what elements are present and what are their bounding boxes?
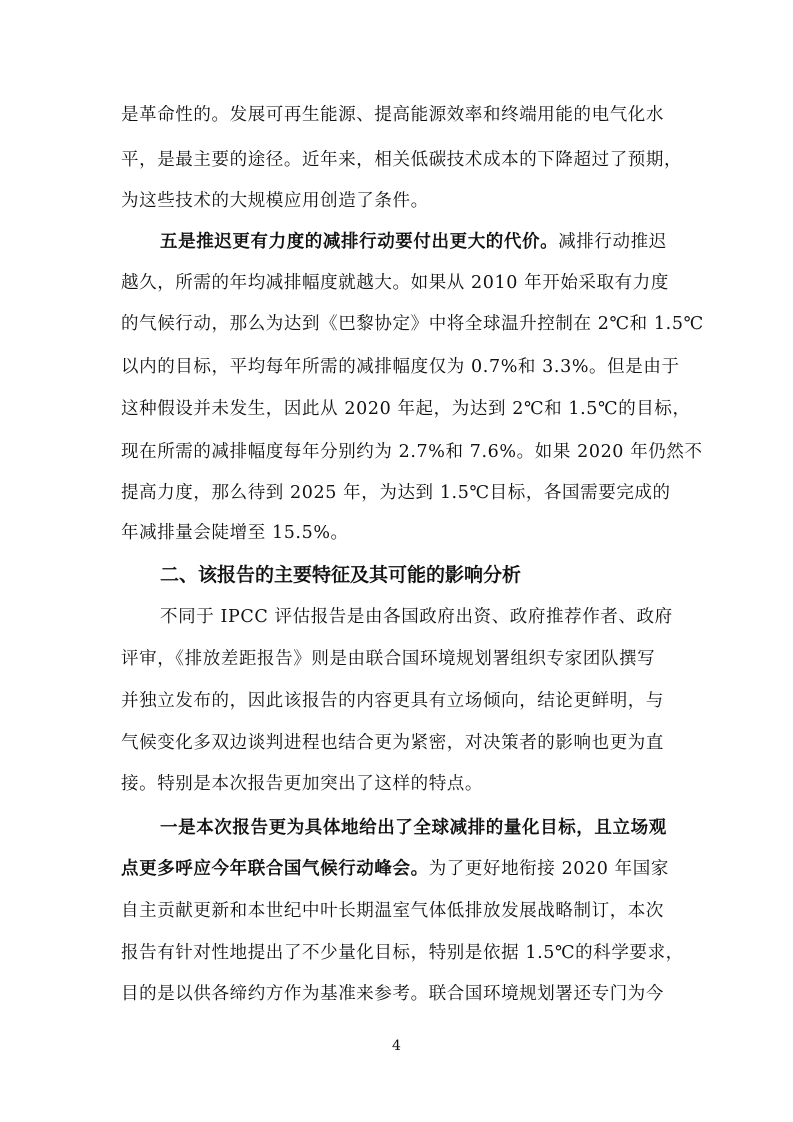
paragraph-line: 接。特别是本次报告更加突出了这样的特点。 [121,774,483,794]
section-heading: 二、该报告的主要特征及其可能的影响分析 [160,564,522,586]
paragraph-line: 现在所需的减排幅度每年分别约为 2.7%和 7.6%。如果 2020 年仍然不 [121,442,703,462]
bold-lead-text: 五是推迟更有力度的减排行动要付出更大的代价。 [160,232,559,252]
paragraph-line: 年减排量会陡增至 15.5%。 [121,523,349,543]
paragraph-line: 为这些技术的大规模应用创造了条件。 [121,191,429,211]
bold-lead-text: 点更多呼应今年联合国气候行动峰会。 [121,859,429,879]
paragraph-line: 不同于 IPCC 评估报告是由各国政府出资、政府推荐作者、政府 [160,607,673,627]
paragraph-line: 以内的目标，平均每年所需的减排幅度仅为 0.7%和 3.3%。但是由于 [121,357,680,377]
paragraph-line: 提高力度，那么待到 2025 年，为达到 1.5℃目标，各国需要完成的 [121,483,671,503]
paragraph-line: 是革命性的。发展可再生能源、提高能源效率和终端用能的电气化水 [121,105,664,125]
paragraph-text: 减排行动推迟 [558,232,667,252]
paragraph-line: 自主贡献更新和本世纪中叶长期温室气体低排放发展战略制订，本次 [121,901,664,921]
paragraph-line: 这种假设并未发生，因此从 2020 年起，为达到 2℃和 1.5℃的目标， [121,399,691,419]
paragraph-line: 越久，所需的年均减排幅度就越大。如果从 2010 年开始采取有力度 [121,273,669,293]
page-number: 4 [392,1038,401,1054]
paragraph-line: 平，是最主要的途径。近年来，相关低碳技术成本的下降超过了预期， [121,150,683,170]
paragraph-line: 评审，《排放差距报告》则是由联合国环境规划署组织专家团队撰写 [121,649,656,669]
bold-lead-text: 一是本次报告更为具体地给出了全球减排的量化目标，且立场观 [160,818,667,838]
paragraph-line: 目的是以供各缔约方作为基准来参考。联合国环境规划署还专门为今 [121,984,664,1004]
paragraph-line: 的气候行动，那么为达到《巴黎协定》中将全球温升控制在 2℃和 1.5℃ [121,314,704,334]
paragraph-text: 为了更好地衔接 2020 年国家 [428,859,669,879]
paragraph-line: 气候变化多双边谈判进程也结合更为紧密，对决策者的影响也更为直 [121,733,664,753]
paragraph-line: 报告有针对性地提出了不少量化目标，特别是依据 1.5℃的科学要求， [121,943,684,963]
paragraph-line: 并独立发布的，因此该报告的内容更具有立场倾向，结论更鲜明，与 [121,691,664,711]
paragraph-line [121,857,669,881]
paragraph-line [160,230,667,254]
